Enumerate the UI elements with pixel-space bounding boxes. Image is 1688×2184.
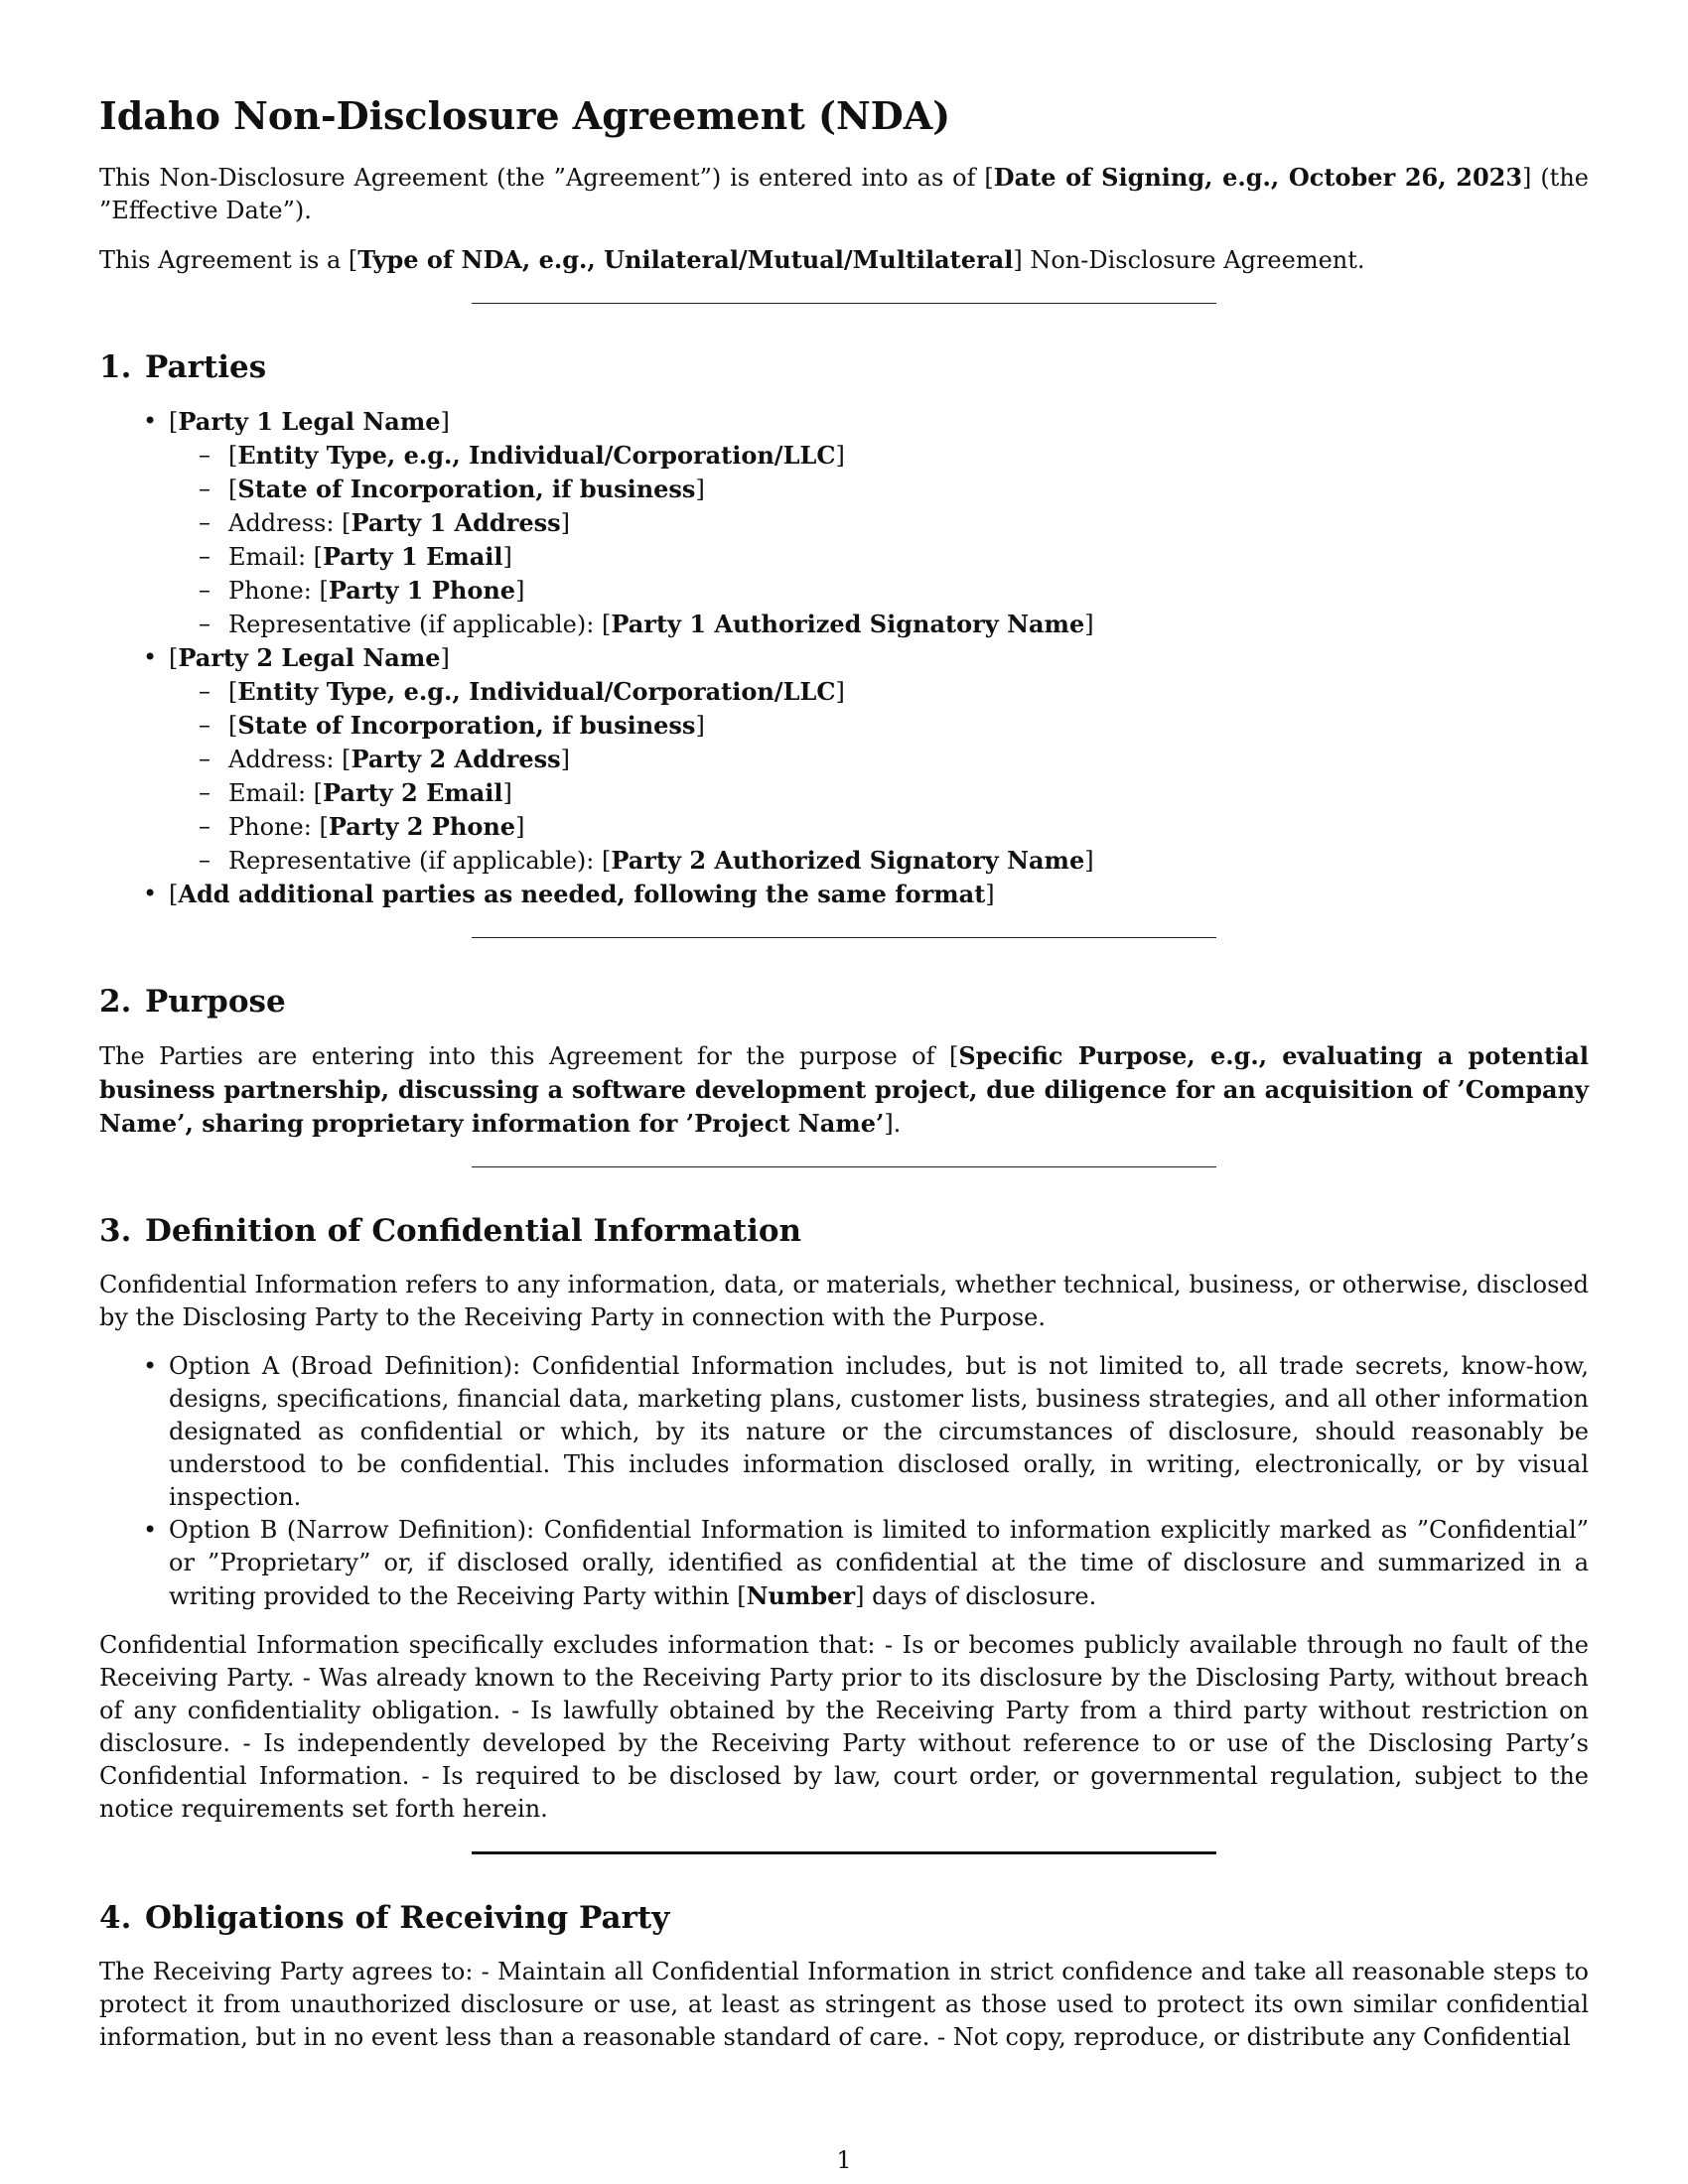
option-b-item: • Option B (Narrow Definition): Confidential Information is limited to information explicitly marked as ”Confidential” or ”Proprietary” or, if disclosed orally, identified as confidential at the time of disclosure and summarized in a writing provided to the Receiving Party within [Number] days of disclosure. xyxy=(169,1514,1589,1613)
document-title: Idaho Non-Disclosure Agreement (NDA) xyxy=(99,93,951,138)
section-divider xyxy=(472,1851,1216,1854)
party-1-details xyxy=(169,439,1589,641)
section-divider xyxy=(472,1166,1216,1167)
list-item: – Phone: [Party 1 Phone] xyxy=(228,574,1589,608)
section-title-purpose: 2. Purpose xyxy=(99,984,286,1020)
nda-type-placeholder: Type of NDA, e.g., Unilateral/Mutual/Multilateral xyxy=(357,245,1014,274)
list-item: – Representative (if applicable): [Party 1 Authorized Signatory Name] xyxy=(228,608,1589,641)
intro-paragraph-nda-type: This Agreement is a [Type of NDA, e.g., Unilateral/Mutual/Multilateral] Non-Disclosure Agreement. xyxy=(99,245,1365,274)
list-item: – Email: [Party 2 Email] xyxy=(228,776,1589,810)
definition-options-list xyxy=(99,1350,1589,1613)
additional-parties-item: • [Add additional parties as needed, following the same format] xyxy=(169,878,1589,911)
section-divider xyxy=(472,303,1216,304)
list-item: – Representative (if applicable): [Party 2 Authorized Signatory Name] xyxy=(228,844,1589,878)
list-item: – Email: [Party 1 Email] xyxy=(228,540,1589,574)
obligations-paragraph: The Receiving Party agrees to: - Maintain all Confidential Information in strict confidence and take all reasonable steps to protect it from unauthorized disclosure or use, at least as stringent as those used to protect its own similar confidential information, but in no event less than a reasonable standard of care. - Not copy, reproduce, or distribute any Confidential xyxy=(99,1958,1589,2051)
date-placeholder: Date of Signing, e.g., October 26, 2023 xyxy=(993,163,1523,192)
party-2-details xyxy=(169,675,1589,878)
list-item: – [Entity Type, e.g., Individual/Corporation/LLC] xyxy=(228,675,1589,709)
option-a-item: • Option A (Broad Definition): Confidential Information includes, but is not limited to, all trade secrets, know-how, designs, specifications, financial data, marketing plans, customer lists, business strategies, and all other information designated as confidential or which, by its nature or the circumstances of disclosure, should reasonably be understood to be confidential. This includes information disclosed orally, in writing, electronically, or by visual inspection. xyxy=(169,1350,1589,1514)
page-number: 1 xyxy=(836,2146,852,2174)
list-item: – Phone: [Party 2 Phone] xyxy=(228,810,1589,844)
exclusions-paragraph: Confidential Information specifically excludes information that: - Is or becomes publicly available through no fault of the Receiving Party. - Was already known to the Receiving Party prior to its disclosure by the Disclosing Party, without breach of any confidentiality obligation. - Is lawfully obtained by the Receiving Party from a third party without restriction on disclosure. - Is independently developed by the Receiving Party without reference to or use of the Disclosing Party’s Confidential Information. - Is required to be disclosed by law, court order, or governmental regulation, subject to the notice requirements set forth herein. xyxy=(99,1631,1589,1823)
section-title-parties: 1. Parties xyxy=(99,349,267,385)
party-2-item: • [Party 2 Legal Name] – [Entity Type, e.g., Individual/Corporation/LLC] – [State of Incorporation, if business] – Address: [Party 2 Address] – Email: [Party 2 Email] – Phone: [Party 2 Phone] – Representative (if applicable): [Party 2 Authorized Signatory Name] xyxy=(169,641,1589,878)
party-1-item: • [Party 1 Legal Name] – [Entity Type, e.g., Individual/Corporation/LLC] – [State of Incorporation, if business] – Address: [Party 1 Address] – Email: [Party 1 Email] – Phone: [Party 1 Phone] – Representative (if applicable): [Party 1 Authorized Signatory Name] xyxy=(169,405,1589,641)
days-number-placeholder: Number xyxy=(746,1581,856,1610)
parties-list xyxy=(99,405,1589,911)
definition-intro-paragraph: Confidential Information refers to any information, data, or materials, whether technical, business, or otherwise, disclosed by the Disclosing Party to the Receiving Party in connection with the Purpose. xyxy=(99,1271,1589,1331)
section-title-definition: 3. Definition of Confidential Information xyxy=(99,1213,802,1249)
list-item: – [Entity Type, e.g., Individual/Corporation/LLC] xyxy=(228,439,1589,473)
intro-paragraph-effective-date: This Non-Disclosure Agreement (the ”Agreement”) is entered into as of [Date of Signing, e.g., October 26, 2023] (the ”Effective Date”). xyxy=(99,163,1589,224)
list-item: – Address: [Party 1 Address] xyxy=(228,506,1589,540)
section-title-obligations: 4. Obligations of Receiving Party xyxy=(99,1900,670,1936)
purpose-placeholder: Specific Purpose, e.g., evaluating a potential business partnership, discussing a software development project, due diligence for an acquisition of ’Company Name’, sharing proprietary information for ’Project Name’ xyxy=(99,1041,1590,1138)
document-page xyxy=(99,91,1589,2070)
section-divider xyxy=(472,937,1216,938)
purpose-paragraph: The Parties are entering into this Agreement for the purpose of [Specific Purpose, e.g., evaluating a potential business partnership, discussing a software development project, due diligence for an acquisition of ’Company Name’, sharing proprietary information for ’Project Name’]. xyxy=(99,1041,1590,1138)
list-item: – [State of Incorporation, if business] xyxy=(228,709,1589,743)
list-item: – Address: [Party 2 Address] xyxy=(228,743,1589,776)
list-item: – [State of Incorporation, if business] xyxy=(228,473,1589,506)
